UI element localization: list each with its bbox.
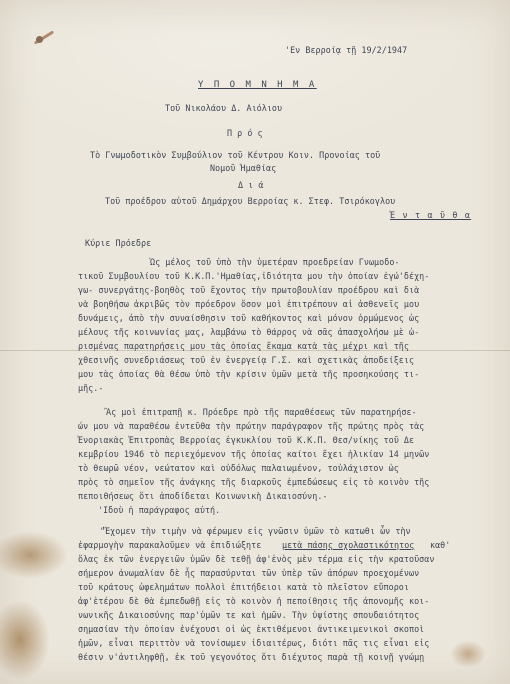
recipient-line-1: Τὸ Γνωμοδοτικὸν Συμβούλιον τοῦ Κέντρου Κοιν. Προνοίας τοῦ [90, 150, 381, 160]
body-line: 'Ιδοὺ ἡ παράγραφος αὐτή. [98, 505, 221, 515]
body-line: τικοῦ Συμβουλίου τοῦ Κ.Κ.Π.'Ημαθίας,ἰδιότητα μου τὴν ὁποίαν ἐγώ'δέχη- [78, 271, 430, 281]
pros-line: Π ρ ό ς [227, 128, 263, 138]
body-line: Ἂς μοὶ ἐπιτραπῇ κ. Πρόεδρε πρὸ τῆς παραθέσεως τῶν παρατηρήσε- [106, 407, 417, 417]
quote-line: τοῦ κράτους ὠφελημάτων πολλοὶ ἐπιτήδειοι κατὰ τὸ πλεῖστον εὔποροι [78, 582, 409, 592]
body-line: Ὡς μέλος τοῦ ὑπὸ τὴν ὑμετέραν προεδρείαν Γνωμοδο- [150, 257, 400, 267]
body-line: πεποιθήσεως ὅτι ἀποδίδεται Κοινωνικὴ Δικαιοσύνη.- [78, 491, 328, 501]
quote-line: ἡμῶν, εἶναι περιττὸν νὰ τονίσωμεν ἰδιαιτέρως, διότι πᾶς τις εἶναι εἰς [78, 638, 430, 648]
quote-line: σημασίαν τὴν ὁποίαν ἐνέχουσι οἱ ὡς ἐκτιθέμενοι ἀντικειμενικοὶ σκοποὶ [78, 624, 425, 634]
body-line: μου τὰς ὁποίας θὰ θέσω ὑπὸ τὴν κρίσιν ὑμῶν μετὰ τῆς προσηκούσης τι- [78, 369, 420, 379]
body-line: χθεσινῆς συνεδριάσεως τοῦ ἐν ἐνεργείᾳ Γ.Σ. καὶ σχετικὰς ἀποδείξεις [78, 355, 415, 365]
body-line: τὸ θεωρῶ νέον, νεώτατον καὶ οὐδόλως παλαιωμένον, τοὐλάχιστον ὡς [78, 463, 399, 473]
body-line: Ἐνοριακὰς Ἐπιτροπὰς Βερροίας ἐγκυκλίου τοῦ Κ.Κ.Π. Θεσ/νίκης τοῦ Δε [78, 435, 415, 445]
quote-emphasis: μετὰ πάσης σχολαστικότητος [282, 540, 415, 550]
body-line: ών μου νὰ παραθέσω ἐντεῦθα τὴν πρώτην παράγραφον τῆς πρώτης πρὸς τὰς [78, 421, 425, 431]
quote-line: θέσιν ν'ἀντιληφθῇ, ἐκ τοῦ γεγονότος ὅτι διέχυτος παρὰ τῇ κοινῇ γνώμῃ [78, 652, 425, 662]
salutation: Κύριε Πρόεδρε [85, 238, 152, 248]
quote-line-end: καθ' [430, 540, 451, 550]
quote-line: ἀφ'ἑτέρου δὲ θὰ ἐμπεδωθῇ εἰς τὸ κοινὸν ἡ πεποίθησις τῆς ἀπονομῆς κοι- [78, 596, 430, 606]
body-line: μῆς.- [78, 383, 104, 393]
pin-hole [36, 36, 43, 43]
body-line: κεμβρίου 1946 τὸ περιεχόμενον τῆς ὁποίας καίτοι ἔχει ἡλικίαν 14 μηνῶν [78, 449, 430, 459]
body-line: δυνάμεις, ἀπὸ τὴν συναίσθησιν τοῦ καθήκοντος καὶ μόνον ὁρμώμενος ὡς [78, 313, 420, 323]
dia-line: Δ ι ά [238, 180, 264, 190]
place-date: 'Εν Βερροίᾳ τῇ 19/2/1947 [285, 45, 408, 55]
entautha-line: Ἐ ν τ α ῦ θ α [390, 210, 472, 220]
quote-line: σήμερον ἀνωμαλίαν δὲ ἧς παρασύρνται τῶν ὑπὲρ τῶν ἀπόρων προεχομένων [78, 568, 420, 578]
quote-line: "Ἔχομεν τὴν τιμὴν νὰ φέρωμεν εἰς γνῶσιν ὑμῶν τὸ κατωθι ὧν τὴν [100, 526, 411, 536]
body-line: μέλους τῆς κοινωνίας μας, λαμβάνω τὸ θάρρος νὰ σᾶς ἀπασχολήσω μὲ ὡ- [78, 327, 420, 337]
document-title: Υ Π Ο Μ Ν Η Μ Α [198, 80, 317, 90]
quote-line: ὅλας ἐκ τῶν ἐνεργειῶν ὑμῶν δὲ τεθῇ ἀφ'ἑνὸς μὲν τέρμα εἰς τὴν κρατοῦσαν [78, 554, 435, 564]
body-line: νὰ βοηθήσω ἀκριβῶς τὸν πρόεδρον ὅσον μοὶ ἐπιτρέπουν αἱ ἀσθενεῖς μου [78, 299, 420, 309]
body-line: γω- συνεργάτης-βοηθὸς τοῦ ἔχοντος τὴν πρωτοβουλίαν προέδρου καὶ διὰ [78, 285, 420, 295]
quote-line: νωνικῆς Δικαιοσύνης παρ'ὑμῶν τε καὶ ἡμῶν. Τὴν ὑψίστης σπουδαιότητος [78, 610, 420, 620]
body-line: πρὸς τὸ σημεῖον τῆς ἀνάγκης τῆς διαρκοῦς ἐμπεδώσεως εἰς τὸ κοινὸν τῆς [78, 477, 430, 487]
author-line: Τοῦ Νικολάου Δ. Αιόλιου [165, 103, 283, 113]
quote-line: ἐφαρμογὴν παρακαλοῦμεν νὰ ἐπιδιώξητε [78, 540, 262, 550]
recipient-line-2: Νομοῦ Ἡμαθίας [210, 163, 277, 173]
via-line: Τοῦ προέδρου αὐτοῦ Δημάρχου Βερροίας κ. Στεφ. Τσιρόκογλου [105, 196, 396, 206]
body-line: ρισμένας παρατηρήσεις μου τὰς ὁποίας ἔκαμα κατὰ τὰς μέχρι καὶ τῆς [78, 341, 409, 351]
